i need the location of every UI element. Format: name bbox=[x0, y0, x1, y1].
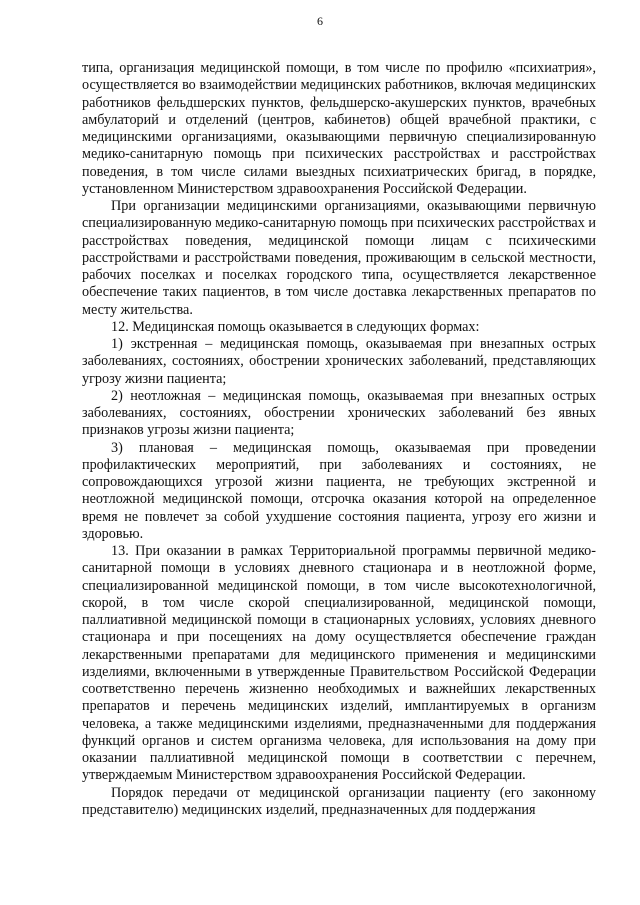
document-body bbox=[82, 60, 596, 819]
paragraph-item-12-forms: 12. Медицинская помощь оказывается в следующих формах: bbox=[111, 318, 480, 335]
paragraph-item-13-provision: 13. При оказании в рамках Территориальной программы первичной медико-санитарной помощи в условиях дневного стационара и в неотложной форме, специализированной медицинской помощи, в том числе высокотехнологичной, скорой, в том числе скорой специализированной, медицинской помощи, паллиативной медицинской помощи в стационарных условиях, условиях дневного стационара и при посещениях на дому осуществляется обеспечение граждан лекарственными препаратами для медицинского применения и медицинскими изделиями, включенными в утвержденные Правительством Российской Федерации соответственно перечень жизненно необходимых и важнейших лекарственных препаратов и перечень медицинских изделий, имплантируемых в организм человека, а также медицинскими изделиями, предназначенными для поддержания функций органов и систем организма человека, для использования на дому при оказании паллиативной медицинской помощи в соответствии с перечнем, утверждаемым Министерством здравоохранения Российской Федерации. bbox=[82, 543, 596, 784]
list-item-urgent: 2) неотложная – медицинская помощь, оказываемая при внезапных острых заболеваниях, состояниях, обострении хронических заболеваний без явных признаков угрозы жизни пациента; bbox=[82, 387, 596, 439]
list-item-emergency: 1) экстренная – медицинская помощь, оказываемая при внезапных острых заболеваниях, состояниях, обострении хронических заболеваний, представляющих угрозу жизни пациента; bbox=[82, 336, 596, 387]
list-item-planned: 3) плановая – медицинская помощь, оказываемая при проведении профилактических мероприятий, при заболеваниях и состояниях, не сопровождающихся угрозой жизни пациента, не требующих экстренной и неотложной медицинской помощи, отсрочка оказания которой на определенное время не повлечет за собой ухудшение состояния пациента, угрозу его жизни и здоровью. bbox=[82, 439, 596, 542]
paragraph-rural-psychiatric-care: При организации медицинскими организациями, оказывающими первичную специализированную медико-санитарную помощь при психических расстройствах и расстройствах поведения, медицинской помощи лицам с психическими расстройствами и расстройствами поведения, проживающим в сельской местности, рабочих поселках и поселках городского типа, осуществляется лекарственное обеспечение таких пациентов, в том числе доставка лекарственных препаратов по месту жительства. bbox=[82, 198, 596, 318]
paragraph-transfer-procedure: Порядок передачи от медицинской организации пациенту (его законному представителю) медицинских изделий, предназначенных для поддержания bbox=[82, 784, 596, 818]
page-number: 6 bbox=[317, 14, 323, 28]
paragraph-continuation: типа, организация медицинской помощи, в том числе по профилю «психиатрия», осуществляется во взаимодействии медицинских работников, включая медицинских работников фельдшерских пунктов, фельдшерско-акушерских пунктов, врачебных амбулаторий и отделений (центров, кабинетов) общей врачебной практики, с медицинскими организациями, оказывающими первичную специализированную медико-санитарную помощь при психических расстройствах и расстройствах поведения, в том числе силами выездных психиатрических бригад, в порядке, установленном Министерством здравоохранения Российской Федерации. bbox=[82, 60, 596, 197]
